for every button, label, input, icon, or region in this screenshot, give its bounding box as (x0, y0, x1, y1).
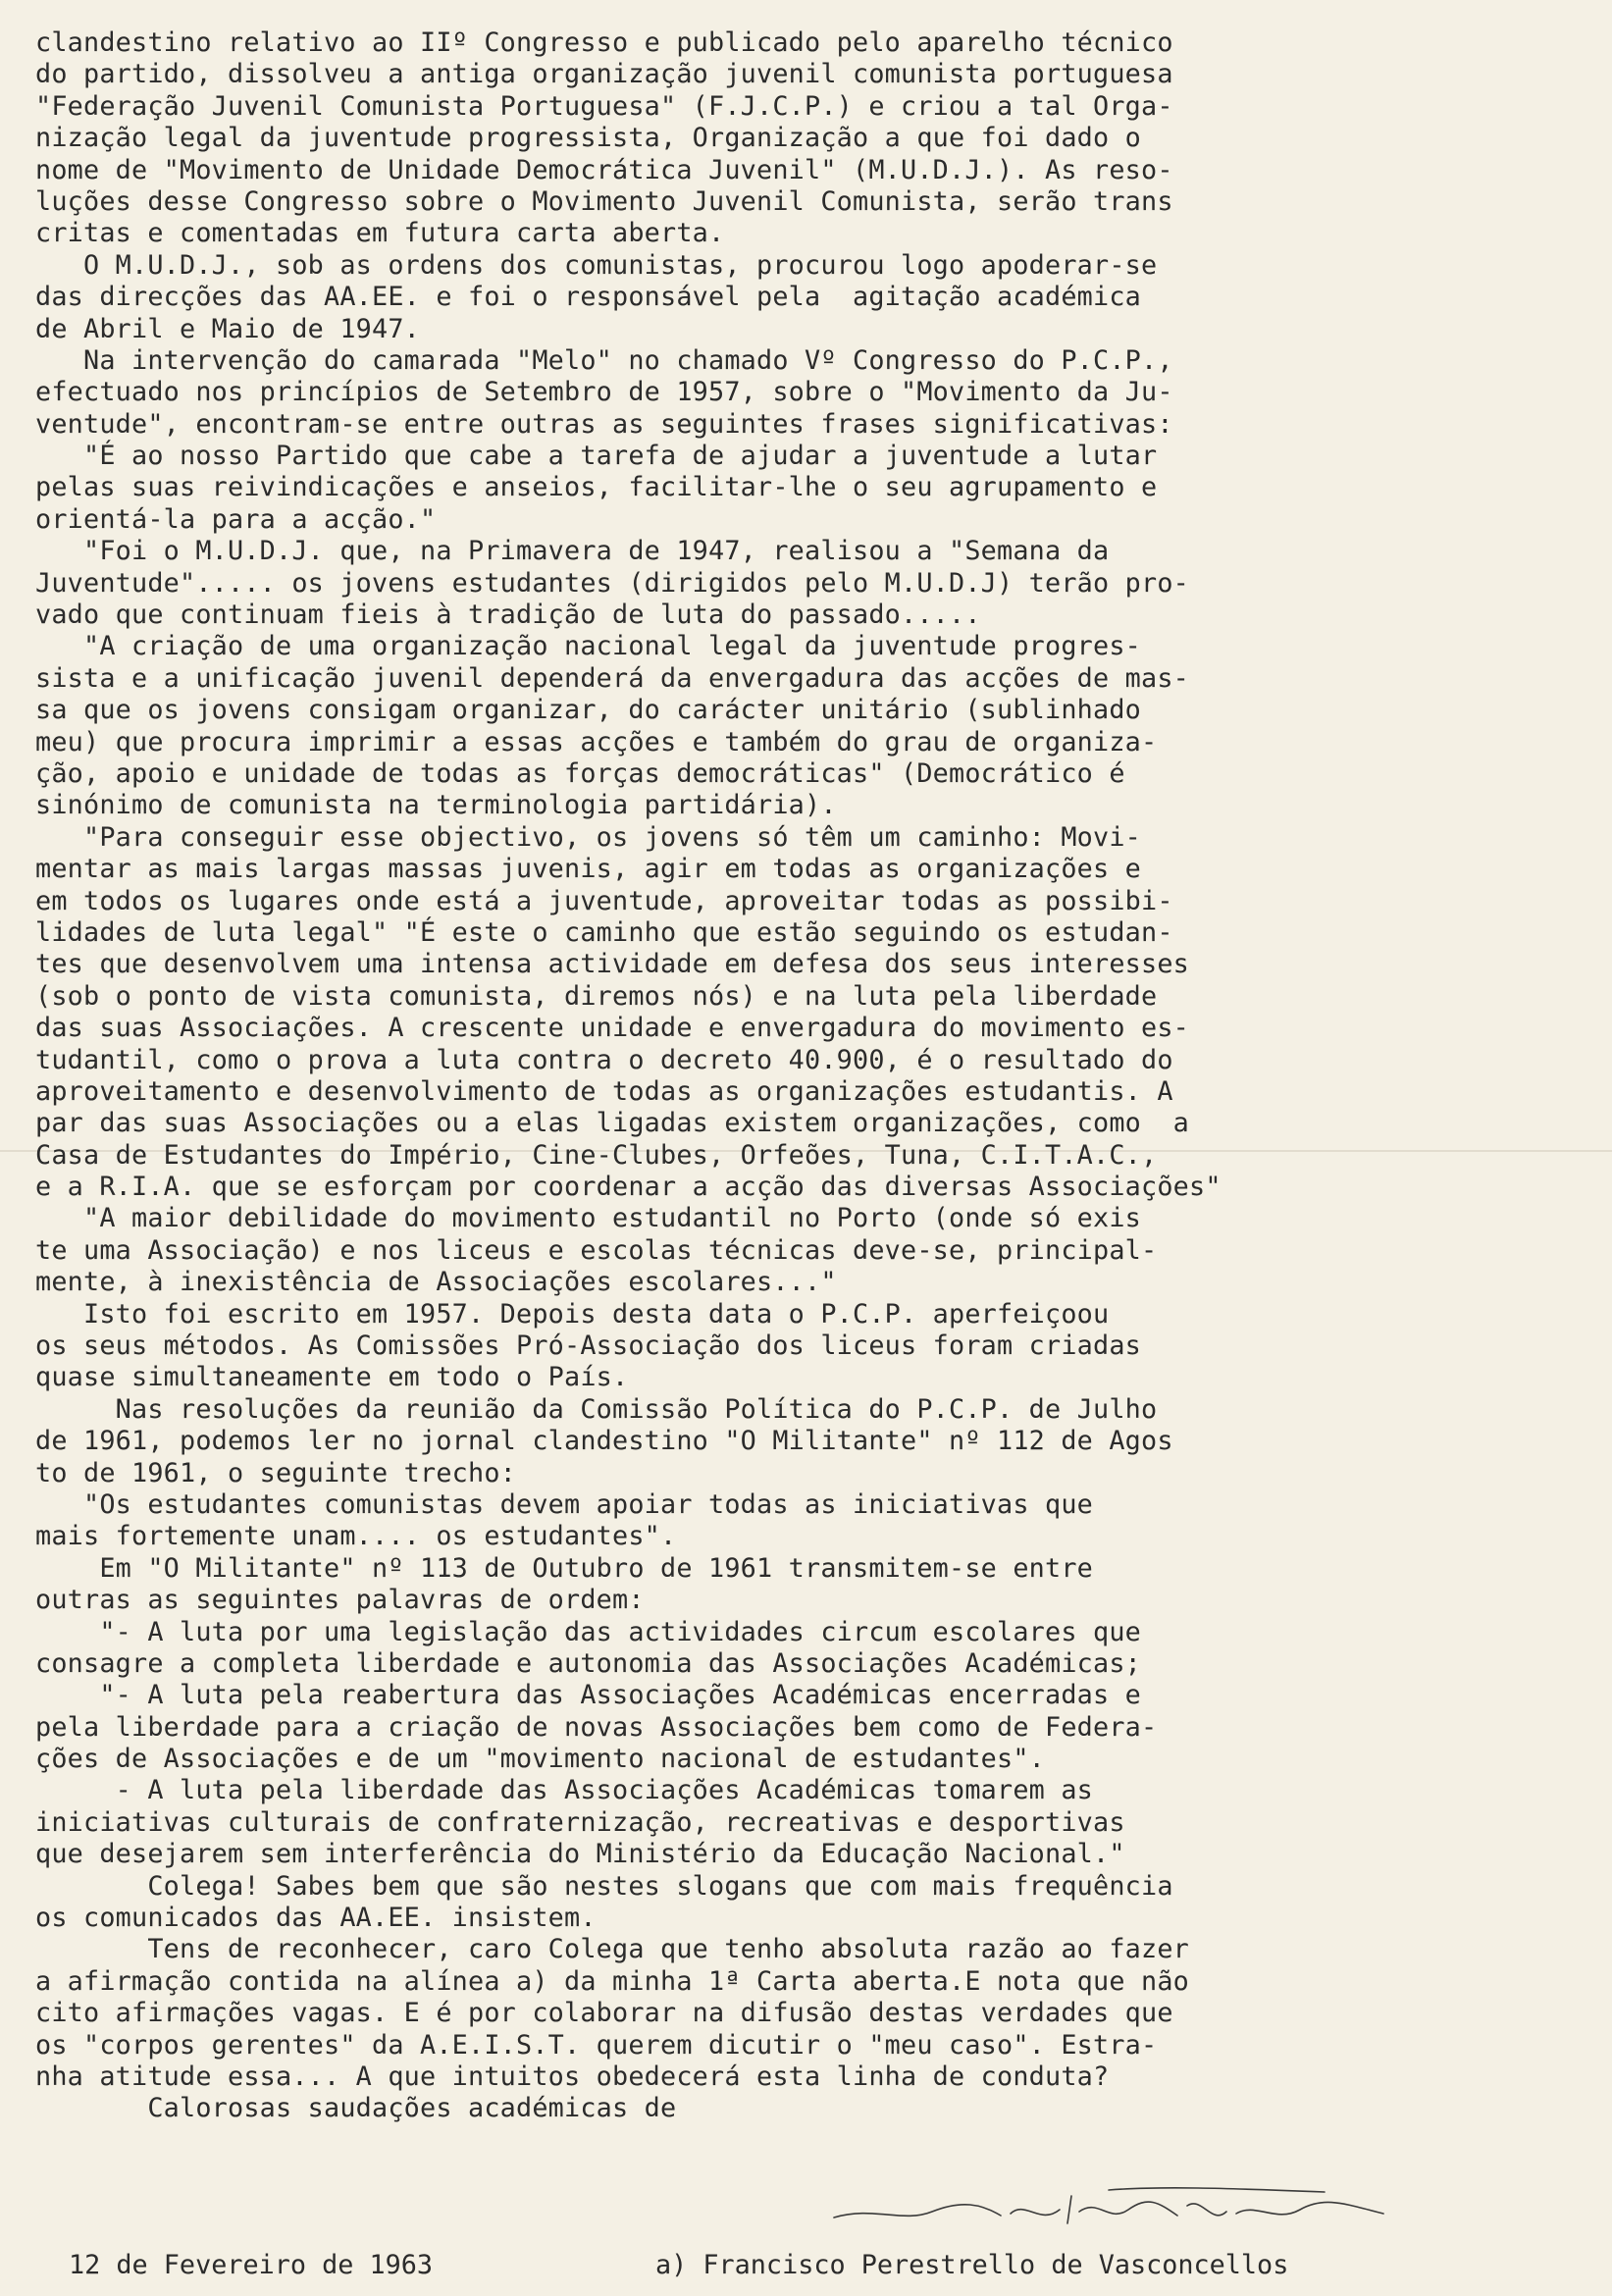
text-line: quase simultaneamente em todo o País. (35, 1362, 629, 1393)
text-line: iniciativas culturais de confraternização, recreativas e desportivas (35, 1806, 1125, 1838)
letter-body (35, 27, 1458, 2125)
text-line: pelas suas reivindicações e anseios, facilitar-lhe o seu agrupamento e (35, 472, 1158, 503)
text-line: Isto foi escrito em 1957. Depois desta data o P.C.P. aperfeiçoou (35, 1298, 1110, 1330)
text-line: nome de "Movimento de Unidade Democrática Juvenil" (M.U.D.J.). As reso- (35, 154, 1173, 185)
handwritten-signature (814, 2176, 1403, 2235)
text-line: nização legal da juventude progressista, Organização a que foi dado o (35, 123, 1141, 154)
text-line: Nas resoluções da reunião da Comissão Política do P.C.P. de Julho (35, 1393, 1158, 1425)
text-line: sa que os jovens consigam organizar, do carácter unitário (sublinhado (35, 695, 1141, 726)
text-line: a afirmação contida na alínea a) da minha 1ª Carta aberta.E nota que não (35, 1965, 1189, 1997)
letter-date: 12 de Fevereiro de 1963 (69, 2250, 434, 2280)
text-line: e a R.I.A. que se esforçam por coordenar a acção das diversas Associações" (35, 1172, 1222, 1203)
text-line: Tens de reconhecer, caro Colega que tenho absoluta razão ao fazer (35, 1934, 1189, 1965)
text-line: "- A luta pela reabertura das Associações Académicas encerradas e (35, 1680, 1141, 1711)
text-line: meu) que procura imprimir a essas acções e também do grau de organiza- (35, 726, 1158, 757)
text-line: "Os estudantes comunistas devem apoiar todas as iniciativas que (35, 1488, 1093, 1520)
text-line: mais fortemente unam.... os estudantes". (35, 1521, 677, 1552)
text-line: efectuado nos princípios de Setembro de 1957, sobre o "Movimento da Ju- (35, 377, 1173, 408)
text-line: - A luta pela liberdade das Associações Académicas tomarem as (35, 1775, 1093, 1806)
text-line: ção, apoio e unidade de todas as forças democráticas" (Democrático é (35, 757, 1125, 789)
text-line: em todos os lugares onde está a juventude, aproveitar todas as possibi- (35, 885, 1173, 916)
text-line: Em "O Militante" nº 113 de Outubro de 1961 transmitem-se entre (35, 1552, 1093, 1584)
text-line: luções desse Congresso sobre o Movimento Juvenil Comunista, serão trans (35, 185, 1173, 217)
text-line: mentar as mais largas massas juvenis, agir em todas as organizações e (35, 854, 1141, 885)
text-line: "A maior debilidade do movimento estudantil no Porto (onde só exis (35, 1203, 1141, 1234)
text-line: "Para conseguir esse objectivo, os jovens só têm um caminho: Movi- (35, 821, 1141, 853)
text-line: mente, à inexistência de Associações escolares..." (35, 1267, 837, 1298)
text-line: lidades de luta legal" "É este o caminho que estão seguindo os estudan- (35, 916, 1173, 948)
text-line: sinónimo de comunista na terminologia partidária). (35, 790, 837, 821)
text-line: do partido, dissolveu a antiga organização juvenil comunista portuguesa (35, 59, 1173, 90)
text-line: cito afirmações vagas. E é por colaborar na difusão destas verdades que (35, 1998, 1173, 2029)
text-line: pela liberdade para a criação de novas Associações bem como de Federa- (35, 1711, 1158, 1743)
text-line: Juventude"..... os jovens estudantes (dirigidos pelo M.U.D.J) terão pro- (35, 567, 1189, 599)
text-line: de Abril e Maio de 1947. (35, 313, 420, 344)
text-line: os seus métodos. As Comissões Pró-Associação dos liceus foram criadas (35, 1331, 1141, 1362)
text-line: "Foi o M.U.D.J. que, na Primavera de 1947, realisou a "Semana da (35, 536, 1110, 567)
text-line: "A criação de uma organização nacional legal da juventude progres- (35, 631, 1141, 662)
text-line: sista e a unificação juvenil dependerá da envergadura das acções de mas- (35, 662, 1189, 694)
text-line: os "corpos gerentes" da A.E.I.S.T. querem dicutir o "meu caso". Estra- (35, 2029, 1158, 2061)
text-line: O M.U.D.J., sob as ordens dos comunistas, procurou logo apoderar-se (35, 249, 1158, 281)
text-line: ções de Associações e de um "movimento nacional de estudantes". (35, 1744, 1045, 1775)
text-line: Calorosas saudações académicas de (35, 2093, 677, 2124)
text-line: de 1961, podemos ler no jornal clandestino "O Militante" nº 112 de Agos (35, 1426, 1173, 1457)
text-line: das direcções das AA.EE. e foi o responsável pela agitação académica (35, 282, 1141, 313)
text-line: critas e comentadas em futura carta aberta. (35, 218, 725, 249)
text-line: que desejarem sem interferência do Ministério da Educação Nacional." (35, 1839, 1125, 1870)
text-line: "É ao nosso Partido que cabe a tarefa de ajudar a juventude a lutar (35, 441, 1158, 472)
signer-name: a) Francisco Perestrello de Vasconcellos (655, 2250, 1289, 2280)
text-line: "Federação Juvenil Comunista Portuguesa" (F.J.C.P.) e criou a tal Orga- (35, 90, 1173, 122)
text-line: das suas Associações. A crescente unidade e envergadura do movimento es- (35, 1013, 1189, 1044)
text-line: tes que desenvolvem uma intensa actividade em defesa dos seus interesses (35, 949, 1189, 980)
text-line: vado que continuam fieis à tradição de luta do passado..... (35, 600, 981, 631)
text-line: tudantil, como o prova a luta contra o decreto 40.900, é o resultado do (35, 1044, 1173, 1075)
text-line: aproveitamento e desenvolvimento de todas as organizações estudantis. A (35, 1075, 1173, 1107)
text-line: "- A luta por uma legislação das actividades circum escolares que (35, 1616, 1141, 1647)
text-line: Na intervenção do camarada "Melo" no chamado Vº Congresso do P.C.P., (35, 344, 1173, 376)
text-line: clandestino relativo ao IIº Congresso e publicado pelo aparelho técnico (35, 27, 1173, 58)
text-line: Colega! Sabes bem que são nestes slogans que com mais frequência (35, 1870, 1173, 1902)
text-line: te uma Associação) e nos liceus e escolas técnicas deve-se, principal- (35, 1234, 1158, 1266)
text-line: (sob o ponto de vista comunista, diremos nós) e na luta pela liberdade (35, 980, 1158, 1012)
text-line: Casa de Estudantes do Império, Cine-Clubes, Orfeões, Tuna, C.I.T.A.C., (35, 1139, 1158, 1171)
text-line: consagre a completa liberdade e autonomia das Associações Académicas; (35, 1647, 1141, 1679)
text-line: outras as seguintes palavras de ordem: (35, 1585, 645, 1616)
text-line: par das suas Associações ou a elas ligadas existem organizações, como a (35, 1108, 1189, 1139)
text-line: os comunicados das AA.EE. insistem. (35, 1903, 597, 1934)
text-line: nha atitude essa... A que intuitos obedecerá esta linha de conduta? (35, 2061, 1110, 2092)
text-line: to de 1961, o seguinte trecho: (35, 1457, 516, 1488)
text-line: orientá-la para a acção." (35, 503, 437, 535)
text-line: ventude", encontram-se entre outras as seguintes frases significativas: (35, 408, 1173, 440)
